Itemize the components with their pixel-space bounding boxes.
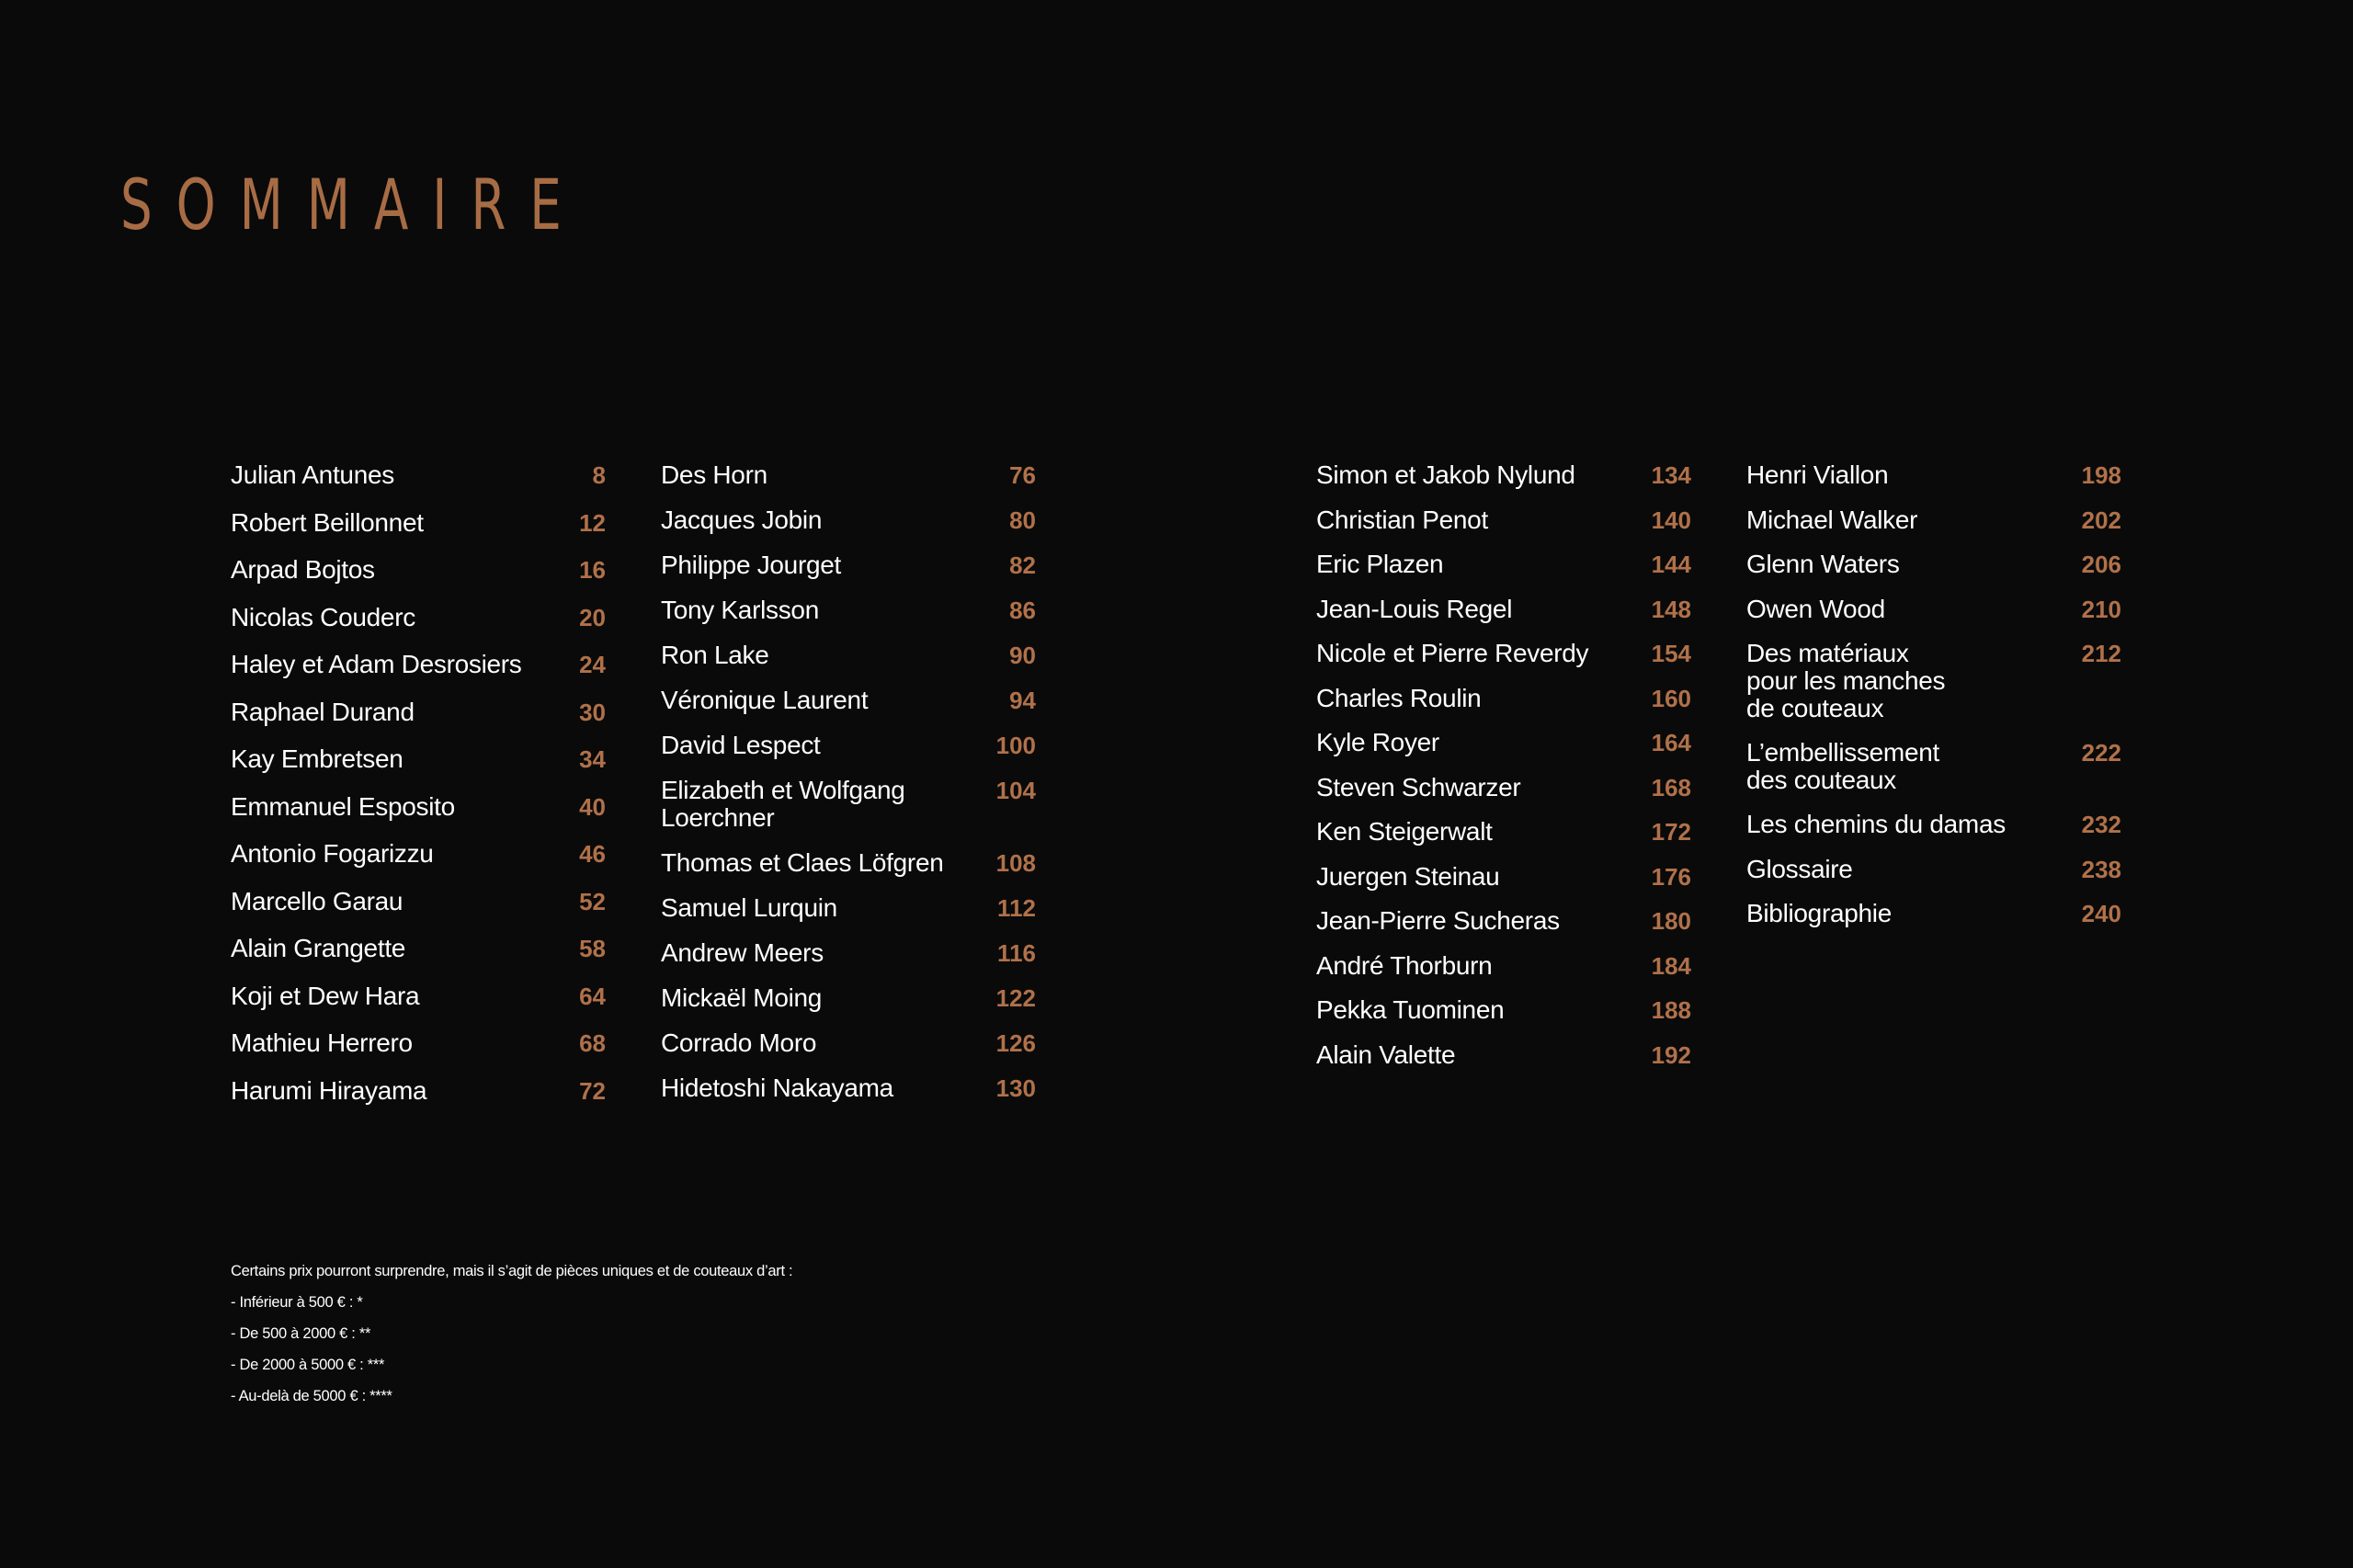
- toc-entry-page-number: 198: [2081, 461, 2121, 489]
- toc-entry-page-number: 68: [579, 1029, 606, 1057]
- toc-entry-title: Emmanuel Esposito: [231, 791, 455, 821]
- toc-entry-title: Nicolas Couderc: [231, 602, 415, 631]
- toc-entry-title: Owen Wood: [1746, 594, 1885, 623]
- toc-entry-title: Charles Roulin: [1316, 683, 1482, 712]
- toc-entry-title: Nicole et Pierre Reverdy: [1316, 639, 1589, 667]
- toc-entry-title: Samuel Lurquin: [661, 893, 837, 922]
- toc-entry-title: Arpad Bojtos: [231, 555, 375, 584]
- toc-entry-title: Des matériaux pour les manches de couteaux: [1746, 639, 1946, 722]
- toc-entry-title: Elizabeth et Wolfgang Loerchner: [661, 776, 905, 832]
- toc-entry-title: Eric Plazen: [1316, 550, 1444, 578]
- toc-entry-title: Tony Karlsson: [661, 596, 819, 624]
- toc-entry-title: Véronique Laurent: [661, 686, 869, 714]
- toc-entry-title: Marcello Garau: [231, 886, 404, 915]
- toc-entry-page-number: 86: [1009, 597, 1036, 624]
- toc-entry-title: L’embellissement des couteaux: [1746, 738, 1939, 794]
- toc-entry-page-number: 94: [1009, 687, 1036, 714]
- toc-entry-page-number: 202: [2081, 506, 2121, 534]
- toc-entry-title: Alain Valette: [1316, 1040, 1456, 1069]
- toc-entry-page-number: 172: [1651, 818, 1691, 846]
- toc-entry-title: Christian Penot: [1316, 505, 1488, 534]
- price-note-line: - De 500 à 2000 € : **: [231, 1325, 371, 1342]
- toc-entry-page-number: 130: [995, 1074, 1036, 1102]
- toc-entry-page-number: 20: [579, 603, 606, 631]
- toc-entry-title: Juergen Steinau: [1316, 861, 1500, 891]
- toc-entry-title: Glenn Waters: [1746, 550, 1900, 578]
- toc-entry-page-number: 46: [579, 840, 606, 868]
- toc-entry-page-number: 30: [579, 698, 606, 726]
- toc-entry-title: Bibliographie: [1746, 899, 1892, 927]
- toc-column-2: [661, 461, 1036, 1123]
- toc-entry-page-number: 210: [2081, 595, 2121, 623]
- toc-entry-page-number: 40: [579, 792, 606, 821]
- toc-entry-title: Philippe Jourget: [661, 551, 841, 579]
- toc-entry-page-number: 160: [1651, 684, 1691, 712]
- toc-entry-page-number: 238: [2081, 855, 2121, 883]
- toc-entry-title: Des Horn: [661, 460, 767, 489]
- toc-entry-page-number: 184: [1651, 951, 1691, 980]
- toc-entry-title: Koji et Dew Hara: [231, 981, 420, 1010]
- toc-entry-title: André Thorburn: [1316, 950, 1493, 980]
- toc-entry-title: Steven Schwarzer: [1316, 772, 1521, 801]
- toc-entry-page-number: 52: [579, 887, 606, 915]
- toc-entry-page-number: 232: [2081, 811, 2121, 838]
- toc-entry-page-number: 72: [579, 1076, 606, 1105]
- toc-entry-page-number: 126: [995, 1029, 1036, 1057]
- toc-entry-title: Hidetoshi Nakayama: [661, 1074, 893, 1102]
- toc-entry-title: Corrado Moro: [661, 1028, 817, 1057]
- toc-entry-page-number: 24: [579, 651, 606, 678]
- toc-entry-page-number: 168: [1651, 773, 1691, 801]
- toc-entry-page-number: 206: [2081, 551, 2121, 578]
- toc-entry-title: Glossaire: [1746, 854, 1853, 883]
- toc-entry-title: Andrew Meers: [661, 938, 824, 967]
- toc-entry-title: Antonio Fogarizzu: [231, 839, 434, 868]
- toc-entry-title: Ron Lake: [661, 641, 769, 669]
- price-note-intro: Certains prix pourront surprendre, mais il s’agit de pièces uniques et de couteaux d’art :: [231, 1263, 793, 1279]
- toc-entry-title: Jean-Pierre Sucheras: [1316, 906, 1560, 935]
- toc-entry-title: Haley et Adam Desrosiers: [231, 650, 522, 678]
- toc-entry-page-number: 148: [1651, 595, 1691, 623]
- toc-entry-page-number: 100: [995, 732, 1036, 759]
- toc-entry-title: Michael Walker: [1746, 505, 1918, 534]
- toc-entry-page-number: 122: [995, 984, 1036, 1012]
- toc-entry-title: Les chemins du damas: [1746, 810, 2006, 838]
- toc-entry-title: Raphael Durand: [231, 697, 415, 726]
- toc-entry-page-number: 80: [1009, 506, 1036, 534]
- toc-column-4: [1746, 461, 2121, 1123]
- toc-column-3: [1316, 461, 1691, 1123]
- toc-entry-page-number: 112: [997, 894, 1036, 922]
- price-note-line: - Au-delà de 5000 € : ****: [231, 1388, 392, 1404]
- toc-entry-title: Alain Grangette: [231, 934, 406, 962]
- toc-column-1: [231, 461, 606, 1123]
- toc-entry-title: Harumi Hirayama: [231, 1075, 427, 1105]
- toc-entry-title: Robert Beillonnet: [231, 507, 424, 537]
- toc-entry-page-number: 64: [579, 982, 606, 1010]
- toc-entry-title: Pekka Tuominen: [1316, 995, 1505, 1024]
- price-note: [231, 1256, 792, 1412]
- toc-entry-title: Jacques Jobin: [661, 506, 823, 534]
- toc-entry-page-number: 222: [2081, 739, 2121, 767]
- toc-entry-page-number: 34: [579, 745, 606, 773]
- toc-entry-title: Julian Antunes: [231, 460, 394, 489]
- toc-entry-page-number: 188: [1651, 996, 1691, 1024]
- toc-entry-page-number: 108: [995, 849, 1036, 877]
- toc-entry-page-number: 90: [1009, 642, 1036, 669]
- toc-entry-title: Thomas et Claes Löfgren: [661, 848, 944, 877]
- price-note-line: - Inférieur à 500 € : *: [231, 1294, 363, 1311]
- toc-entry-page-number: 12: [579, 508, 606, 537]
- toc-entry-page-number: 240: [2081, 900, 2121, 927]
- toc-entry-page-number: 192: [1651, 1040, 1691, 1069]
- toc-entry-title: Kyle Royer: [1316, 728, 1439, 756]
- toc-entry-page-number: 144: [1651, 551, 1691, 578]
- toc-entry-title: Mickaël Moing: [661, 983, 823, 1012]
- toc-entry-page-number: 16: [579, 556, 606, 584]
- toc-entry-page-number: 176: [1651, 862, 1691, 891]
- toc-entry-title: David Lespect: [661, 731, 821, 759]
- toc-entry-page-number: 116: [997, 939, 1036, 967]
- toc-entry-page-number: 164: [1651, 729, 1691, 756]
- toc-entry-page-number: 140: [1651, 506, 1691, 534]
- toc-entry-page-number: 134: [1651, 461, 1691, 489]
- toc-entry-page-number: 82: [1009, 551, 1036, 579]
- toc-entry-page-number: 76: [1009, 461, 1036, 489]
- toc-entry-title: Kay Embretsen: [231, 744, 404, 773]
- toc-entry-page-number: 8: [592, 461, 606, 489]
- toc-entry-page-number: 104: [995, 777, 1036, 804]
- toc-entry-title: Simon et Jakob Nylund: [1316, 460, 1575, 489]
- toc-entry-title: Jean-Louis Regel: [1316, 594, 1513, 623]
- toc-entry-title: Henri Viallon: [1746, 460, 1889, 489]
- toc-entry-page-number: 180: [1651, 907, 1691, 935]
- toc-entry-title: Ken Steigerwalt: [1316, 817, 1493, 846]
- page-title: SOMMAIRE: [120, 164, 585, 245]
- toc-entry-page-number: 154: [1651, 640, 1691, 667]
- toc-entry-page-number: 212: [2081, 640, 2121, 667]
- toc-entry-title: Mathieu Herrero: [231, 1028, 413, 1057]
- toc-entry-page-number: 58: [579, 935, 606, 962]
- price-note-line: - De 2000 à 5000 € : ***: [231, 1357, 385, 1373]
